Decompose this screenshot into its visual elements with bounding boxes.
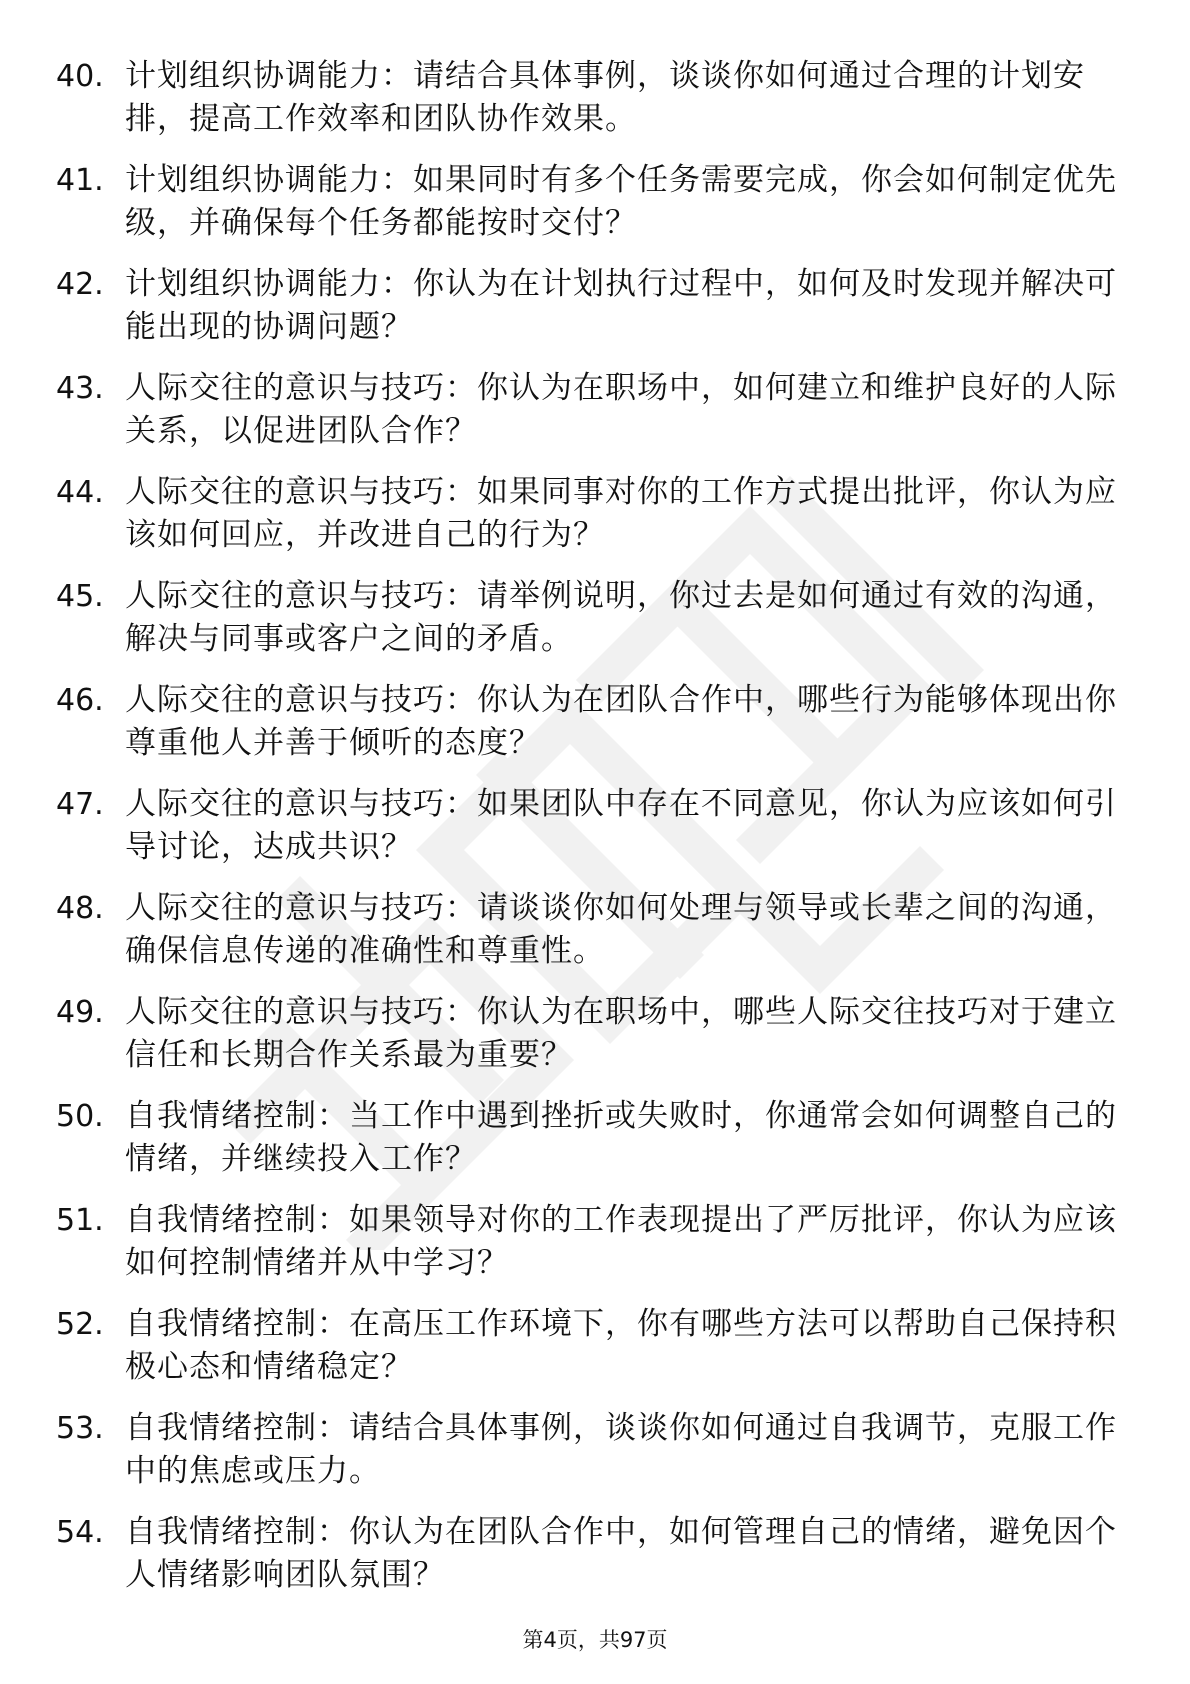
question-number: 41. <box>56 163 104 198</box>
question-item-40 <box>0 55 1190 159</box>
question-text: 计划组织协调能力：你认为在计划执行过程中，如何及时发现并解决可能出现的协调问题？ <box>125 266 1117 345</box>
question-number: 46. <box>56 683 104 718</box>
question-number: 49. <box>56 995 104 1030</box>
question-text: 人际交往的意识与技巧：你认为在职场中，哪些人际交往技巧对于建立信任和长期合作关系最为重要？ <box>125 994 1117 1073</box>
question-item-41 <box>0 159 1190 263</box>
question-item-54 <box>0 1511 1190 1615</box>
question-item-50 <box>0 1095 1190 1199</box>
question-item-52 <box>0 1303 1190 1407</box>
question-number: 52. <box>56 1307 104 1342</box>
question-text: 自我情绪控制：请结合具体事例，谈谈你如何通过自我调节，克服工作中的焦虑或压力。 <box>125 1410 1117 1489</box>
question-item-49 <box>0 991 1190 1095</box>
question-number: 54. <box>56 1515 104 1550</box>
question-item-43 <box>0 367 1190 471</box>
question-text: 人际交往的意识与技巧：如果团队中存在不同意见，你认为应该如何引导讨论，达成共识？ <box>125 786 1117 865</box>
question-number: 50. <box>56 1099 104 1134</box>
question-text: 人际交往的意识与技巧：请举例说明，你过去是如何通过有效的沟通，解决与同事或客户之间的矛盾。 <box>125 578 1117 657</box>
question-number: 51. <box>56 1203 104 1238</box>
question-item-47 <box>0 783 1190 887</box>
question-number: 47. <box>56 787 104 822</box>
page-number: 第4页，共97页 <box>522 1628 668 1652</box>
question-item-42 <box>0 263 1190 367</box>
question-text: 自我情绪控制：当工作中遇到挫折或失败时，你通常会如何调整自己的情绪，并继续投入工作？ <box>125 1098 1117 1177</box>
question-item-46 <box>0 679 1190 783</box>
question-item-53 <box>0 1407 1190 1511</box>
question-item-48 <box>0 887 1190 991</box>
question-item-45 <box>0 575 1190 679</box>
question-text: 计划组织协调能力：如果同时有多个任务需要完成，你会如何制定优先级，并确保每个任务都能按时交付？ <box>125 162 1117 241</box>
question-text: 人际交往的意识与技巧：请谈谈你如何处理与领导或长辈之间的沟通，确保信息传递的准确性和尊重性。 <box>125 890 1117 969</box>
question-text: 人际交往的意识与技巧：如果同事对你的工作方式提出批评，你认为应该如何回应，并改进自己的行为？ <box>125 474 1117 553</box>
question-text: 计划组织协调能力：请结合具体事例，谈谈你如何通过合理的计划安排，提高工作效率和团队协作效果。 <box>125 58 1085 137</box>
question-number: 45. <box>56 579 104 614</box>
question-number: 53. <box>56 1411 104 1446</box>
question-text: 人际交往的意识与技巧：你认为在职场中，如何建立和维护良好的人际关系，以促进团队合作？ <box>125 370 1117 449</box>
question-list <box>0 55 1190 1615</box>
question-item-44 <box>0 471 1190 575</box>
question-text: 自我情绪控制：在高压工作环境下，你有哪些方法可以帮助自己保持积极心态和情绪稳定？ <box>125 1306 1117 1385</box>
question-number: 40. <box>56 59 104 94</box>
question-number: 43. <box>56 371 104 406</box>
question-text: 人际交往的意识与技巧：你认为在团队合作中，哪些行为能够体现出你尊重他人并善于倾听的态度？ <box>125 682 1117 761</box>
page-footer <box>0 1625 1190 1655</box>
question-text: 自我情绪控制：你认为在团队合作中，如何管理自己的情绪，避免因个人情绪影响团队氛围？ <box>125 1514 1117 1593</box>
question-number: 44. <box>56 475 104 510</box>
question-number: 42. <box>56 267 104 302</box>
question-item-51 <box>0 1199 1190 1303</box>
question-text: 自我情绪控制：如果领导对你的工作表现提出了严厉批评，你认为应该如何控制情绪并从中学习？ <box>125 1202 1117 1281</box>
question-number: 48. <box>56 891 104 926</box>
